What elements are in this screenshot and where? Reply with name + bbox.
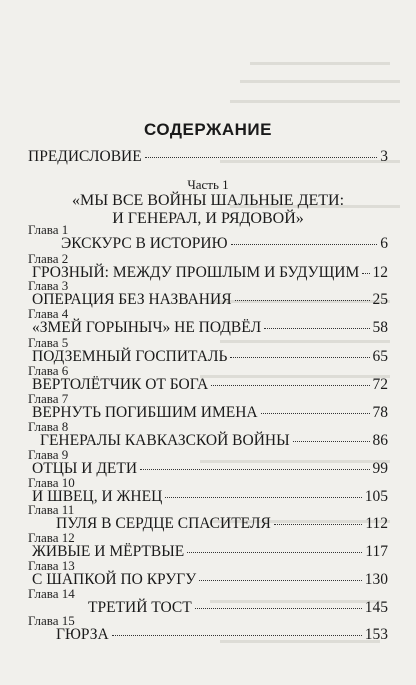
chapter-label: Глава 3 <box>28 278 69 293</box>
toc-entry-chapter-4[interactable] <box>28 306 388 336</box>
chapter-label: Глава 6 <box>28 363 69 378</box>
toc-entry-chapter-2[interactable] <box>28 251 388 281</box>
entry-title: И ШВЕЦ, И ЖНЕЦ <box>32 488 163 505</box>
leader-dots <box>261 413 370 414</box>
toc-entry-chapter-1[interactable] <box>28 222 388 252</box>
leader-dots <box>112 635 362 636</box>
chapter-label: Глава 12 <box>28 530 75 545</box>
part-title-line1: «МЫ ВСЕ ВОЙНЫ ШАЛЬНЫЕ ДЕТИ: <box>71 192 345 209</box>
toc-entry-chapter-12[interactable] <box>28 530 388 560</box>
leader-dots <box>362 273 369 274</box>
entry-title: ТРЕТИЙ ТОСТ <box>88 599 192 616</box>
entry-page: 99 <box>372 460 388 477</box>
entry-title: ОТЦЫ И ДЕТИ <box>32 460 138 477</box>
leader-dots <box>274 524 363 525</box>
leader-dots <box>231 244 378 245</box>
entry-title: ГРОЗНЫЙ: МЕЖДУ ПРОШЛЫМ И БУДУЩИМ <box>32 264 360 281</box>
entry-page: 145 <box>364 599 388 616</box>
chapter-label: Глава 11 <box>28 502 75 517</box>
chapter-label: Глава 1 <box>28 222 69 237</box>
toc-entry-chapter-7[interactable] <box>28 391 388 421</box>
entry-page: 3 <box>380 148 388 165</box>
leader-dots <box>293 441 370 442</box>
entry-title: ВЕРТОЛЁТЧИК ОТ БОГА <box>32 376 209 393</box>
leader-dots <box>264 328 369 329</box>
entry-page: 72 <box>372 376 388 393</box>
entry-page: 105 <box>364 488 388 505</box>
toc-entry-chapter-8[interactable] <box>28 419 388 449</box>
chapter-label: Глава 9 <box>28 447 69 462</box>
entry-page: 117 <box>365 543 388 560</box>
leader-dots <box>145 157 378 158</box>
entry-title: ГЕНЕРАЛЫ КАВКАЗСКОЙ ВОЙНЫ <box>40 432 290 449</box>
page-title: СОДЕРЖАНИЕ <box>144 120 272 139</box>
entry-page: 58 <box>372 319 388 336</box>
entry-title: ПРЕДИСЛОВИЕ <box>28 148 142 165</box>
part-label: Часть 1 <box>187 177 229 192</box>
entry-title: С ШАПКОЙ ПО КРУГУ <box>32 571 197 588</box>
chapter-label: Глава 8 <box>28 419 69 434</box>
toc-entry-chapter-3[interactable] <box>28 278 388 308</box>
entry-page: 112 <box>365 515 388 532</box>
toc-entry-chapter-11[interactable] <box>28 502 388 532</box>
part-title-line2: И ГЕНЕРАЛ, И РЯДОВОЙ» <box>112 210 304 227</box>
chapter-label: Глава 7 <box>28 391 69 406</box>
leader-dots <box>165 497 361 498</box>
chapter-label: Глава 2 <box>28 251 69 266</box>
entry-title: ЭКСКУРС В ИСТОРИЮ <box>61 235 228 252</box>
entry-page: 153 <box>364 626 388 643</box>
chapter-label: Глава 14 <box>28 586 75 601</box>
entry-title: ЖИВЫЕ И МЁРТВЫЕ <box>32 543 185 560</box>
leader-dots <box>187 552 362 553</box>
entry-page: 12 <box>372 264 388 281</box>
toc-entry-chapter-10[interactable] <box>28 475 388 505</box>
leader-dots <box>235 300 370 301</box>
entry-title: ПУЛЯ В СЕРДЦЕ СПАСИТЕЛЯ <box>56 515 271 532</box>
chapter-label: Глава 10 <box>28 475 75 490</box>
toc-entry-chapter-15[interactable] <box>28 613 388 643</box>
chapter-label: Глава 15 <box>28 613 75 628</box>
leader-dots <box>199 580 362 581</box>
entry-page: 6 <box>380 235 388 252</box>
entry-page: 130 <box>364 571 388 588</box>
entry-page: 25 <box>372 291 388 308</box>
chapter-label: Глава 4 <box>28 306 69 321</box>
toc-entry-chapter-5[interactable] <box>28 335 388 365</box>
entry-title: ГЮРЗА <box>56 626 109 643</box>
leader-dots <box>211 385 369 386</box>
entry-page: 65 <box>372 348 388 365</box>
entry-title: ВЕРНУТЬ ПОГИБШИМ ИМЕНА <box>32 404 258 421</box>
chapter-label: Глава 13 <box>28 558 75 573</box>
toc-entry-chapter-14[interactable] <box>28 586 388 616</box>
toc-entry-chapter-13[interactable] <box>28 558 388 588</box>
chapter-label: Глава 5 <box>28 335 69 350</box>
entry-page: 78 <box>372 404 388 421</box>
entry-title: «ЗМЕЙ ГОРЫНЫЧ» НЕ ПОДВЁЛ <box>32 319 262 336</box>
toc-entry-preface[interactable] <box>28 148 388 168</box>
leader-dots <box>195 608 362 609</box>
leader-dots <box>230 357 369 358</box>
entry-title: ПОДЗЕМНЫЙ ГОСПИТАЛЬ <box>32 348 228 365</box>
leader-dots <box>140 469 369 470</box>
toc-entry-chapter-6[interactable] <box>28 363 388 393</box>
entry-page: 86 <box>372 432 388 449</box>
part-heading <box>0 177 416 228</box>
entry-title: ОПЕРАЦИЯ БЕЗ НАЗВАНИЯ <box>32 291 232 308</box>
toc-entry-chapter-9[interactable] <box>28 447 388 477</box>
